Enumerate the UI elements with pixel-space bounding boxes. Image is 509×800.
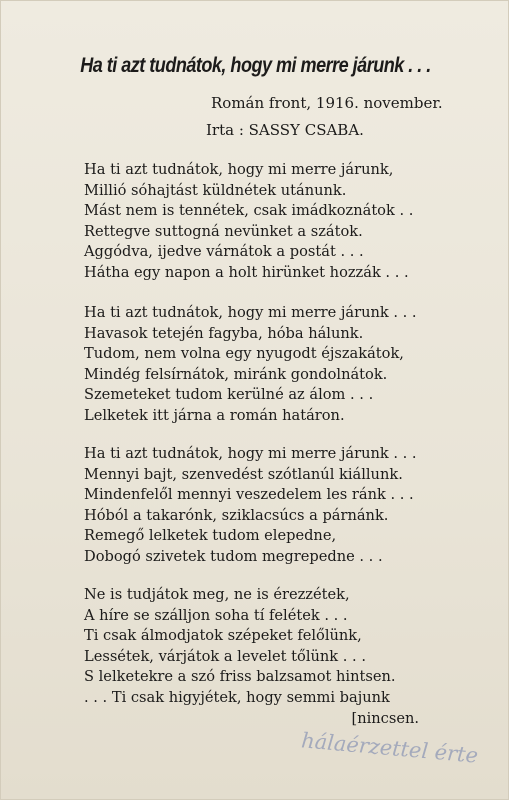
poem-line: Lelketek itt járna a román határon.: [84, 406, 345, 424]
poem-line: Millió sóhajtást küldnétek utánunk.: [84, 181, 347, 199]
poem-line: Dobogó szivetek tudom megrepedne . . .: [84, 547, 383, 565]
poem-line: Szemeteket tudom kerülné az álom . . .: [84, 386, 374, 404]
poem-line: . . . Ti csak higyjétek, hogy semmi bajunk: [84, 688, 390, 706]
author-line: Irta : SASSY CSABA.: [206, 121, 364, 139]
poem-line: Lessétek, várjátok a levelet tőlünk . . .: [84, 647, 366, 665]
poem-line-continuation: [nincsen.: [351, 709, 419, 727]
poem-line: A híre se szálljon soha tí felétek . . .: [84, 606, 348, 624]
poem-line: Aggódva, ijedve várnátok a postát . . .: [84, 243, 364, 261]
poem-line: Rettegve suttogná nevünket a szátok.: [84, 222, 363, 240]
stanza-4: [84, 585, 464, 729]
stanza-2: [84, 303, 464, 427]
poem-line: Hátha egy napon a holt hirünket hozzák . . .: [84, 263, 409, 281]
poem-line: Ha ti azt tudnátok, hogy mi merre járunk,: [84, 161, 394, 178]
stanza-3: [84, 444, 464, 568]
handwritten-note: hálaérzettel érte: [300, 728, 479, 768]
poem-line: Remegő lelketek tudom elepedne,: [84, 527, 337, 545]
poem-line: S lelketekre a szó friss balzsamot hintsen.: [84, 668, 396, 686]
poem-line: Mindég felsírnátok, miránk gondolnátok.: [84, 365, 388, 383]
dateline: Román front, 1916. november.: [211, 94, 443, 112]
poem-line: Havasok tetején fagyba, hóba hálunk.: [84, 324, 364, 342]
stanza-1: [84, 160, 464, 284]
poem-line: Ha ti azt tudnátok, hogy mi merre járunk . . .: [84, 304, 417, 321]
poem-line: Mindenfelől mennyi veszedelem les ránk . . .: [84, 486, 414, 504]
poem-line: Ne is tudjátok meg, ne is érezzétek,: [84, 586, 350, 603]
poem-line: Mennyi bajt, szenvedést szótlanúl kiállunk.: [84, 465, 403, 483]
poem-line: Ti csak álmodjatok szépeket felőlünk,: [84, 627, 362, 645]
poem-line: Tudom, nem volna egy nyugodt éjszakátok,: [84, 345, 404, 363]
poem-line: Mást nem is tennétek, csak imádkoznátok . .: [84, 202, 414, 220]
poem-line: Hóból a takarónk, sziklacsúcs a párnánk.: [84, 506, 389, 524]
poem-title: Ha ti azt tudnátok, hogy mi merre járunk . . .: [80, 54, 431, 77]
poem-line: Ha ti azt tudnátok, hogy mi merre járunk . . .: [84, 445, 417, 462]
